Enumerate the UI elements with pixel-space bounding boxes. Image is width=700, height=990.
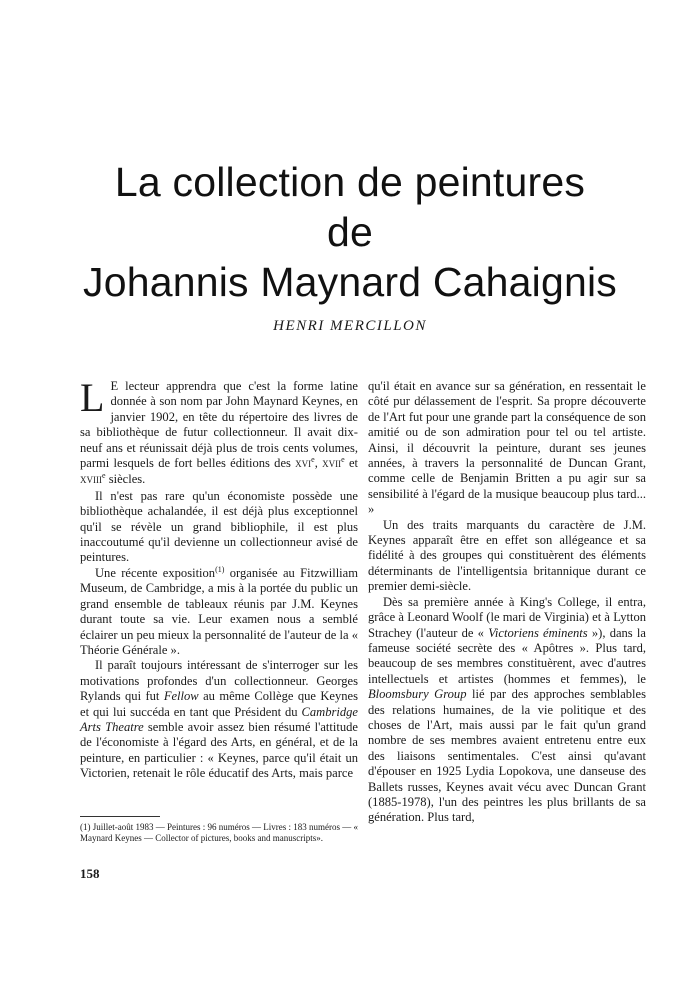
author-byline: HENRI MERCILLON (273, 318, 427, 334)
century-numeral: XVI (295, 459, 312, 470)
paragraph-text: au même Collège que Keynes et qui lui succéda en tant que Président du (80, 689, 358, 719)
paragraph (368, 595, 646, 826)
paragraph-text: semble avoir assez bien résumé l'attitude de l'économiste à l'égard des Arts, en général, et de la peinture, en particulier : « Keynes, parce qu'il était un Victorien, retenait le rôle éducatif des Arts, mais parce (80, 719, 358, 781)
article-title-line-3: Johannis Maynard Cahaignis (83, 259, 617, 305)
superscript: e (102, 471, 106, 481)
century-numeral: XVIII (80, 475, 102, 486)
paragraph: Il n'est pas rare qu'un économiste possède une bibliothèque achalandée, il est déjà plus exceptionnel qu'il se révèle un grand bibliophile, il est plus inaccoutumé qu'il devienne un collectionneur avisé de peintures. (80, 488, 358, 565)
article-title-line-1: La collection de peintures (114, 159, 586, 205)
footnote: (1) Juillet-août 1983 — Peintures : 96 numéros — Livres : 183 numéros — « Maynard Keynes — Collector of pictures, books and manuscripts». (80, 822, 358, 843)
paragraph (80, 375, 358, 489)
paragraph (80, 566, 358, 658)
paragraph: Un des traits marquants du caractère de J.M. Keynes apparaît être en effet son allégeance et sa fidélité à des groupes qui constituèrent des éléments déterminants de l'intelligentsia britannique durant ce premier demi-siècle. (368, 517, 646, 594)
italic-text: Bloomsbury Group (368, 687, 467, 702)
page-number: 158 (80, 866, 100, 881)
footnote-divider (80, 816, 160, 817)
paragraph-text: Dès sa première année à King's College, il entra, grâce à Leonard Woolf (le mari de Virginia) et à Lytton Strachey (l'auteur de « (368, 594, 646, 640)
paragraph (80, 658, 358, 781)
italic-text: Fellow (163, 689, 199, 704)
left-column (80, 375, 359, 782)
paragraph-text: E lecteur apprendra que c'est la forme latine donnée à son nom par John Maynard Keynes, en janvier 1902, en tête du répertoire des livres de sa bibliothèque de futur collectionneur. Il avait dix-neuf ans et réunissait déjà plus de trois cents volumes, parmi lesquels de fort belles éditions des (80, 379, 358, 471)
paragraph: qu'il était en avance sur sa génération, en ressentait le côté pur délassement de l'esprit. Sa propre découverte de l'Art fut pour une grande part la conséquence de son amitié ou de son admiration pour tel ou tel artiste. Ainsi, il découvrit la peinture, durant ses jeunes années, à travers la personnalité de Duncan Grant, comme celle de Benjamin Britten a pu agir sur sa sensibilité à l'égard de la musique beaucoup plus tard... » (368, 379, 646, 517)
paragraph-text: Une récente exposition (95, 565, 216, 580)
italic-text: Victoriens éminents (488, 625, 588, 640)
superscript: e (341, 454, 345, 464)
paragraph-text: Il paraît toujours intéressant de s'interroger sur les motivations profondes d'un collectionneur. Georges Rylands qui fut (80, 658, 358, 704)
paragraph-text: organisée au Fitzwilliam Museum, de Cambridge, a mis à la portée du public un grand ensemble de tableaux réunis par J.M. Keynes durant toute sa vie. Leur examen nous a semblé éclairer un peu mieux la personnalité de l'auteur de la « Théorie Générale ». (80, 565, 359, 657)
footnote-ref: (1) (215, 564, 225, 574)
italic-text: Cambridge Arts Theatre (80, 704, 358, 734)
paragraph-text: lié par des approches semblables des relations humaines, de la vie politique et des choses de l'Art, mais aussi par le fait qu'un grand nombre de ses membres avaient entretenu entre eux des liaisons sentimentales. C'est ainsi qu'avant d'épouser en 1925 Lydia Lopokova, une danseuse des Ballets russes, Keynes avait vécu avec Duncan Grant (1885-1978), l'un des peintres les plus brillants de sa génération. Plus tard, (368, 687, 646, 825)
right-column (368, 379, 646, 826)
article-title-line-2: de (326, 209, 373, 255)
paragraph-text: »), dans la fameuse société secrète des « Apôtres ». Plus tard, beaucoup de ses membres constituèrent, avec d'autres intellectuels et artistes (hommes et femmes), le (368, 625, 646, 686)
century-numeral: XVII (322, 459, 342, 470)
paragraph-text: , (314, 456, 323, 471)
superscript: e (311, 454, 315, 464)
drop-cap: L (80, 375, 105, 420)
paragraph-text: et (344, 456, 358, 471)
paragraph-text: siècles. (105, 472, 146, 487)
